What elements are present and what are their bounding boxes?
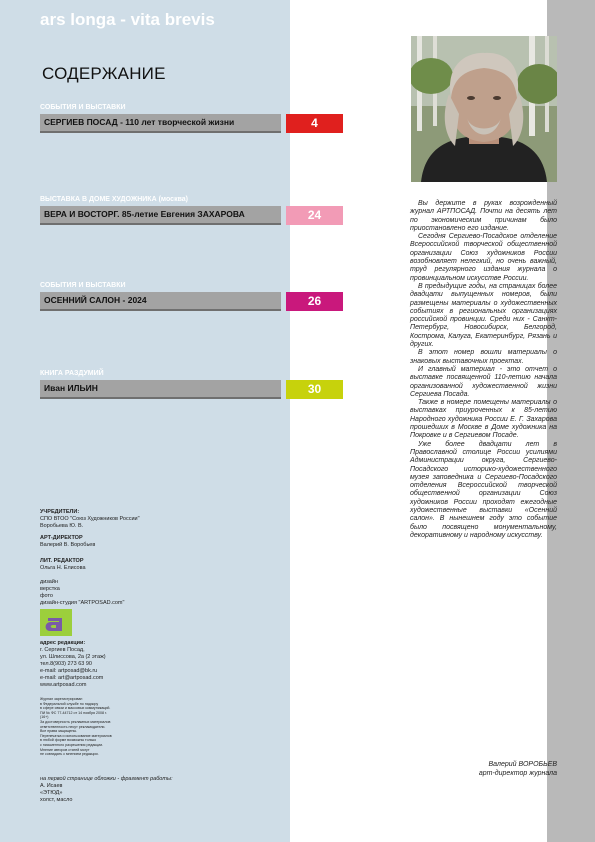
- email-link[interactable]: e-mail: artposad@bk.ru: [40, 668, 98, 674]
- legal-line: Журнал зарегистрирован: [40, 697, 83, 701]
- legal-notice: [40, 697, 280, 757]
- role-line: дизайн: [40, 579, 58, 585]
- legal-line: в Федеральной службе по надзору: [40, 701, 99, 706]
- toc-category: КНИГА РАЗДУМИЙ: [40, 370, 104, 377]
- art-director-heading: АРТ-ДИРЕКТОР: [40, 535, 83, 541]
- toc-row[interactable]: [40, 292, 343, 311]
- legal-line: Все права защищены.: [40, 729, 78, 734]
- role-line: дизайн-студия "ARTPOSAD.com": [40, 600, 125, 606]
- toc-title: ВЕРА И ВОСТОРГ. 85-летие Евгения ЗАХАРОВА: [44, 209, 245, 219]
- artposad-logo-icon: [40, 609, 72, 636]
- editorial-paragraph: Сегодня Сергиево-Посадское отделение Всероссийской творческой общественной организации Союз художников России возобновляет нелегкий, но очень важный, труд регулярного издания журнала о провинциальном искусстве России.: [410, 233, 557, 282]
- toc-row[interactable]: [40, 206, 343, 225]
- toc-row[interactable]: [40, 380, 343, 399]
- legal-line: не совпадать с мнением редакции.: [40, 752, 99, 757]
- signature-role: арт-директор журнала: [478, 769, 557, 777]
- cover-note: на первой странице обложки - фрагмент работы:: [40, 776, 173, 782]
- cover-note-block: [40, 776, 280, 804]
- legal-line: За достоверность рекламных материалов: [40, 719, 111, 724]
- toc-entry[interactable]: [40, 281, 343, 311]
- cover-author: А. Исаев: [40, 783, 63, 789]
- legal-line: ПИ № ФС 77-44712 от 14 ноября 2008 г.: [40, 710, 107, 715]
- toc-title: Иван ИЛЬИН: [44, 383, 98, 393]
- editorial-paragraph: В этот номер вошли материалы о знаковых выставочных проектах.: [410, 349, 557, 365]
- address-block: [40, 640, 280, 689]
- toc-category: СОБЫТИЯ И ВЫСТАВКИ: [40, 104, 126, 111]
- editorial-text: [410, 200, 557, 540]
- magazine-name: ars longa - vita brevis: [40, 10, 215, 29]
- address-line: ул. Шлиссова, 2а (2 этаж): [40, 654, 106, 660]
- cover-work: «ЭТЮД»: [40, 790, 63, 796]
- toc-page-number[interactable]: 24: [286, 206, 343, 225]
- toc-row[interactable]: [40, 114, 343, 133]
- art-director-name: Валерий В. Воробьев: [40, 542, 96, 548]
- legal-line: с письменного разрешения редакции.: [40, 742, 104, 747]
- toc-page-number[interactable]: 30: [286, 380, 343, 399]
- legal-line: Мнение авторов статей могут: [40, 747, 90, 752]
- toc-entry[interactable]: [40, 369, 343, 399]
- editorial-paragraph: Вы держите в руках возрожденный журнал АРТПОСАД. Почти на десять лет по экономическим причинам было приостановлено его издание.: [410, 200, 557, 232]
- contents-title: СОДЕРЖАНИЕ: [42, 64, 166, 83]
- editor-block: [40, 558, 280, 572]
- editor-heading: ЛИТ. РЕДАКТОР: [40, 558, 84, 564]
- toc-title: ОСЕННИЙ САЛОН - 2024: [44, 295, 147, 305]
- editorial-paragraph: Уже более двадцати лет в Православной столице России усилиями Администрации округа, Сергиево-Посадского историко-художественного музея заповедника и Сергиево-Посадского отделения Всероссийской творческой общественной организации Союз художников России проходят ежегодные художественные выставки «Осенний салон». В нынешнем году это событие было посвящено монументальному, декоративному и народному искусству.: [410, 440, 557, 539]
- legal-line: ответственность несут рекламодатели.: [40, 724, 106, 729]
- phone-line: тел.8(903) 273 63 90: [40, 661, 92, 667]
- website-link[interactable]: www.artposad.com: [40, 682, 87, 688]
- founders-block: [40, 509, 280, 530]
- legal-line: в любой форме возможны только: [40, 738, 97, 743]
- toc-title: СЕРГИЕВ ПОСАД - 110 лет творческой жизни: [44, 117, 235, 127]
- editorial-paragraph: И главный материал - это отчет о выставке посвященной 110-летию начала организованной художественной жизни Сергиева Посада.: [410, 365, 557, 398]
- editorial-signature: [440, 761, 557, 778]
- toc-page-number[interactable]: 4: [286, 114, 343, 133]
- art-director-block: [40, 535, 280, 549]
- founders-line: Воробьева Ю. В.: [40, 523, 84, 529]
- editor-name: Ольга Н. Елисова: [40, 565, 86, 571]
- toc-entry[interactable]: [40, 103, 343, 133]
- legal-line: Перепечатка и использование материалов: [40, 733, 112, 738]
- role-line: фото: [40, 593, 53, 599]
- author-portrait-photo: [411, 36, 557, 182]
- signature-name: Валерий ВОРОБЬЕВ: [488, 761, 557, 768]
- toc-category: ВЫСТАВКА В ДОМЕ ХУДОЖНИКА (москва): [40, 196, 189, 203]
- legal-line: в сфере связи и массовых коммуникаций.: [40, 706, 111, 711]
- address-line: г. Сергиев Посад,: [40, 647, 85, 653]
- toc-category: СОБЫТИЯ И ВЫСТАВКИ: [40, 282, 126, 289]
- founders-line: СПО ВТОО "Союз Художников России": [40, 516, 140, 522]
- toc-entry[interactable]: [40, 195, 343, 225]
- editorial-paragraph: В предыдущие годы, на страницах более двадцати выпущенных номеров, были размещены материалы о художественных событиях в региональных организациях российской провинции. Среди них - Санкт-Петербург, Новосибирск, Белгород, Кострома, Калуга, Екатеринбург, Рязань и других.: [410, 282, 557, 349]
- artposad-logo: [40, 609, 72, 636]
- founders-heading: УЧРЕДИТЕЛИ:: [40, 509, 80, 515]
- cover-medium: холст, масло: [40, 797, 73, 803]
- legal-line: (16+): [40, 715, 49, 720]
- address-heading: адрес редакции:: [40, 640, 86, 646]
- editorial-paragraph: Также в номере помещены материалы о выставках приуроченных к 85-летию Народного художника России Е. Г. Захарова прошедших в Москве в Доме художника на Покровке и в Сергиевом Посаде.: [410, 399, 557, 440]
- email-link[interactable]: e-mail: art@artposad.com: [40, 675, 104, 681]
- roles-block: [40, 579, 280, 607]
- portrait-image: [411, 36, 557, 182]
- role-line: верстка: [40, 586, 60, 592]
- toc-page-number[interactable]: 26: [286, 292, 343, 311]
